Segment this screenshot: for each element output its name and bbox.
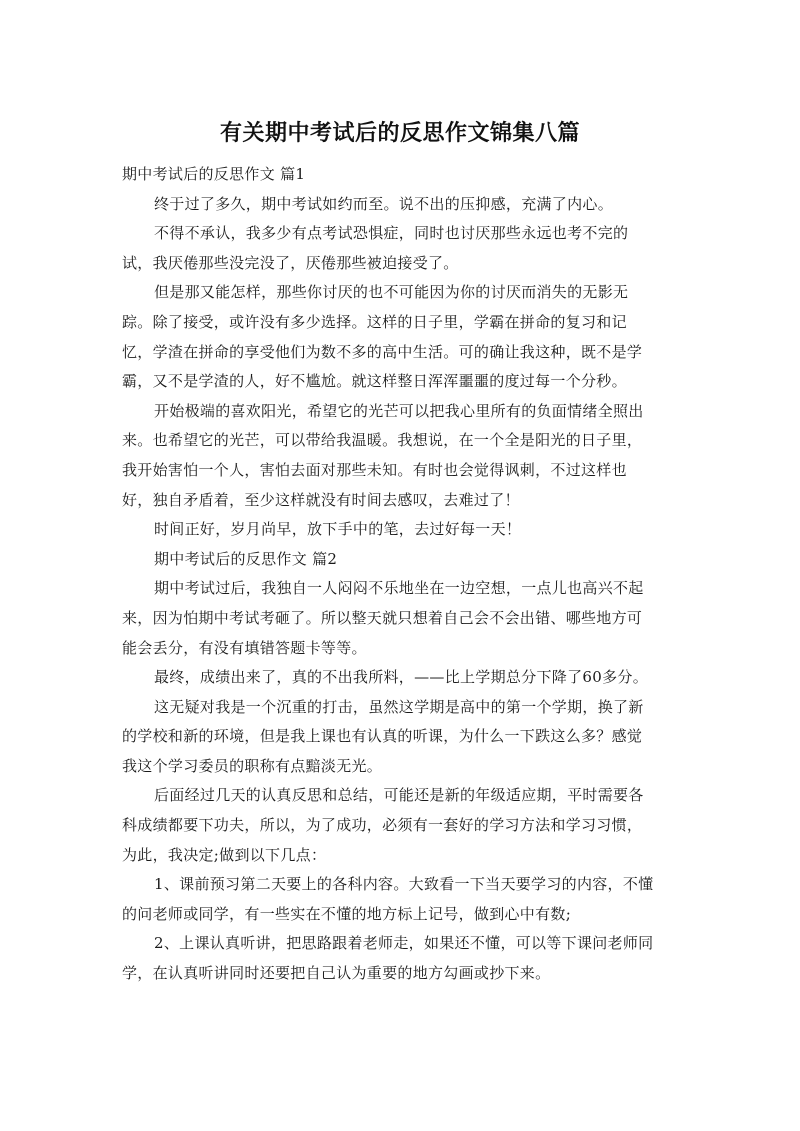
text-line: 时间正好，岁月尚早，放下手中的笔，去过好每一天！ (154, 520, 522, 539)
text-line: 2、上课认真听讲，把思路跟着老师走，如果还不懂，可以等下课问老师同 (154, 934, 654, 953)
text-line: 后面经过几天的认真反思和总结，可能还是新的年级适应期，平时需要各 (154, 786, 644, 805)
text-line: 试，我厌倦那些没完没了，厌倦那些被迫接受了。 (122, 253, 459, 272)
text-line: 这无疑对我是一个沉重的打击，虽然这学期是高中的第一个学期，换了新 (154, 697, 644, 716)
text-line: 能会丢分，有没有填错答题卡等等。 (122, 638, 367, 657)
document-title: 有关期中考试后的反思作文锦集八篇 (219, 121, 580, 146)
text-line: 期中考试过后，我独自一人闷闷不乐地坐在一边空想，一点儿也高兴不起 (154, 579, 644, 598)
text-line: 为此，我决定;做到以下几点： (122, 845, 327, 864)
text-line: 开始极端的喜欢阳光，希望它的光芒可以把我心里所有的负面情绪全照出 (154, 401, 644, 420)
text-line: 来，因为怕期中考试考砸了。所以整天就只想着自己会不会出错、哪些地方可 (122, 608, 643, 627)
text-line: 我开始害怕一个人，害怕去面对那些未知。有时也会觉得讽刺，不过这样也 (122, 460, 627, 479)
text-line: 踪。除了接受，或许没有多少选择。这样的日子里，学霸在拼命的复习和记 (122, 312, 627, 331)
text-line: 忆，学渣在拼命的享受他们为数不多的高中生活。可的确让我这种，既不是学 (122, 342, 643, 361)
text-line: 期中考试后的反思作文 篇1 (122, 165, 306, 183)
text-line: 来。也希望它的光芒，可以带给我温暖。我想说，在一个全是阳光的日子里， (122, 431, 643, 450)
text-line: 学，在认真听讲同时还要把自己认为重要的地方勾画或抄下来。 (122, 964, 551, 983)
text-line: 霸，又不是学渣的人，好不尴尬。就这样整日浑浑噩噩的度过每一个分秒。 (122, 372, 627, 391)
text-line: 的学校和新的环境，但是我上课也有认真的听课，为什么一下跌这么多？感觉 (122, 727, 643, 746)
text-line: 期中考试后的反思作文 篇2 (154, 549, 338, 568)
text-line: 的问老师或同学，有一些实在不懂的地方标上记号，做到心中有数; (122, 904, 572, 923)
text-line: 不得不承认，我多少有点考试恐惧症，同时也讨厌那些永远也考不完的 (154, 224, 629, 243)
text-line: 但是那又能怎样，那些你讨厌的也不可能因为你的讨厌而消失的无影无 (154, 283, 629, 302)
document-body (122, 160, 680, 989)
text-line: 最终，成绩出来了，真的不出我所料，——比上学期总分下降了60多分。 (154, 668, 648, 687)
text-line: 好，独自矛盾着，至少这样就没有时间去感叹，去难过了！ (122, 490, 520, 509)
text-line: 1、课前预习第二天要上的各科内容。大致看一下当天要学习的内容，不懂 (154, 875, 654, 894)
text-line: 终于过了多久，期中考试如约而至。说不出的压抑感，充满了内心。 (154, 194, 614, 213)
text-line: 科成绩都要下功夫，所以，为了成功，必须有一套好的学习方法和学习习惯， (122, 816, 643, 835)
text-line: 我这个学习委员的职称有点黯淡无光。 (122, 756, 383, 775)
